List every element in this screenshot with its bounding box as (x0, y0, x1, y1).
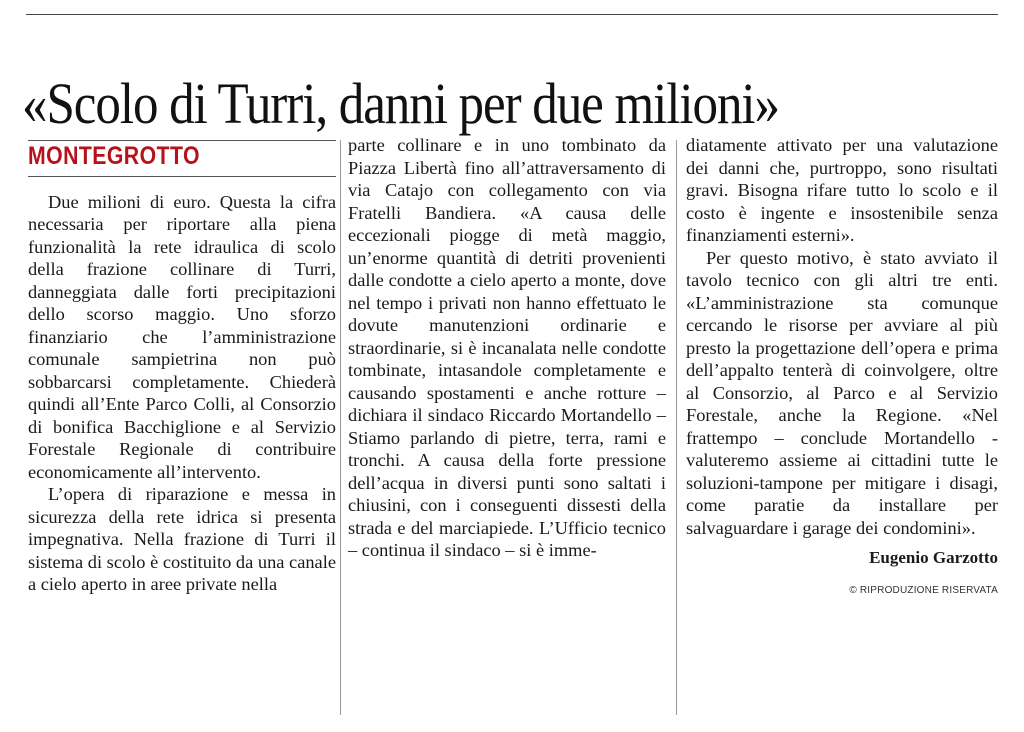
top-rule (26, 14, 998, 15)
column-3 (686, 134, 998, 602)
paragraph-2: L’opera di riparazione e messa in sicurezza della rete idrica si presenta impegnativa. Nella frazione di Turri il sistema di scolo è costituito da una canale a cielo aperto in aree private nella (28, 484, 336, 594)
copyright-notice: © RIPRODUZIONE RISERVATA (849, 584, 998, 596)
paragraph-3: parte collinare e in uno tombinato da Piazza Libertà fino all’attraversamento di via Catajo con collegamento con via Fratelli Bandiera. «A causa delle eccezionali piogge di metà maggio, un’enorme quantità di detriti provenienti dalle condotte a cielo aperto a monte, dove nel tempo i privati non hanno effettuato le dovute manutenzioni ordinarie e straordinarie, si è incanalata nelle condotte tombinate, intasandole completamente e causando spostamenti e anche rotture – dichiara il sindaco Riccardo Mortandello – Stiamo parlando di pietre, terra, rami e tronchi. A causa della forte pressione dell’acqua in diversi punti sono saltati i chiusini, con i conseguenti dissesti della strada e del marciapiede. L’Ufficio tecnico – continua il sindaco – si è imme- (348, 135, 666, 560)
paragraph-5: Per questo motivo, è stato avviato il tavolo tecnico con gli altri tre enti. «L’amministrazione sta comunque cercando le risorse per avviare al più presto la progettazione dell’opera e prima dell’appalto tenterà di coinvolgere, oltre al Consorzio, al Parco e al Servizio Forestale, anche la Regione. «Nel frattempo – conclude Mortandello - valuteremo assieme ai cittadini tutte le soluzioni-tampone per mitigare i disagi, come paratie da installare per salvaguardare i garage dei condomini». (686, 247, 998, 538)
column-divider (676, 140, 677, 715)
column-2 (348, 134, 666, 562)
headline: «Scolo di Turri, danni per due milioni» (22, 70, 780, 136)
kicker: MONTEGROTTO (28, 142, 200, 170)
column-divider (340, 140, 341, 715)
paragraph-1: Due milioni di euro. Questa la cifra necessaria per riportare alla piena funzionalità la rete idraulica di scolo della frazione collinare di Turri, danneggiata dalle forti precipitazioni dello scorso maggio. Uno sforzo finanziario che l’amministrazione comunale sampietrina non può sobbarcarsi completamente. Chiederà quindi all’Ente Parco Colli, al Consorzio di bonifica Bacchiglione e al Servizio Forestale Regionale di contribuire economicamente all’intervento. (28, 191, 336, 482)
paragraph-4: diatamente attivato per una valutazione dei danni che, purtroppo, sono risultati gravi. Bisogna rifare tutto lo scolo e il costo è ingente e insostenibile senza finanziamenti esterni». (686, 135, 998, 245)
kicker-box (28, 140, 336, 177)
byline: Eugenio Garzotto (869, 548, 998, 567)
column-1 (28, 140, 336, 596)
